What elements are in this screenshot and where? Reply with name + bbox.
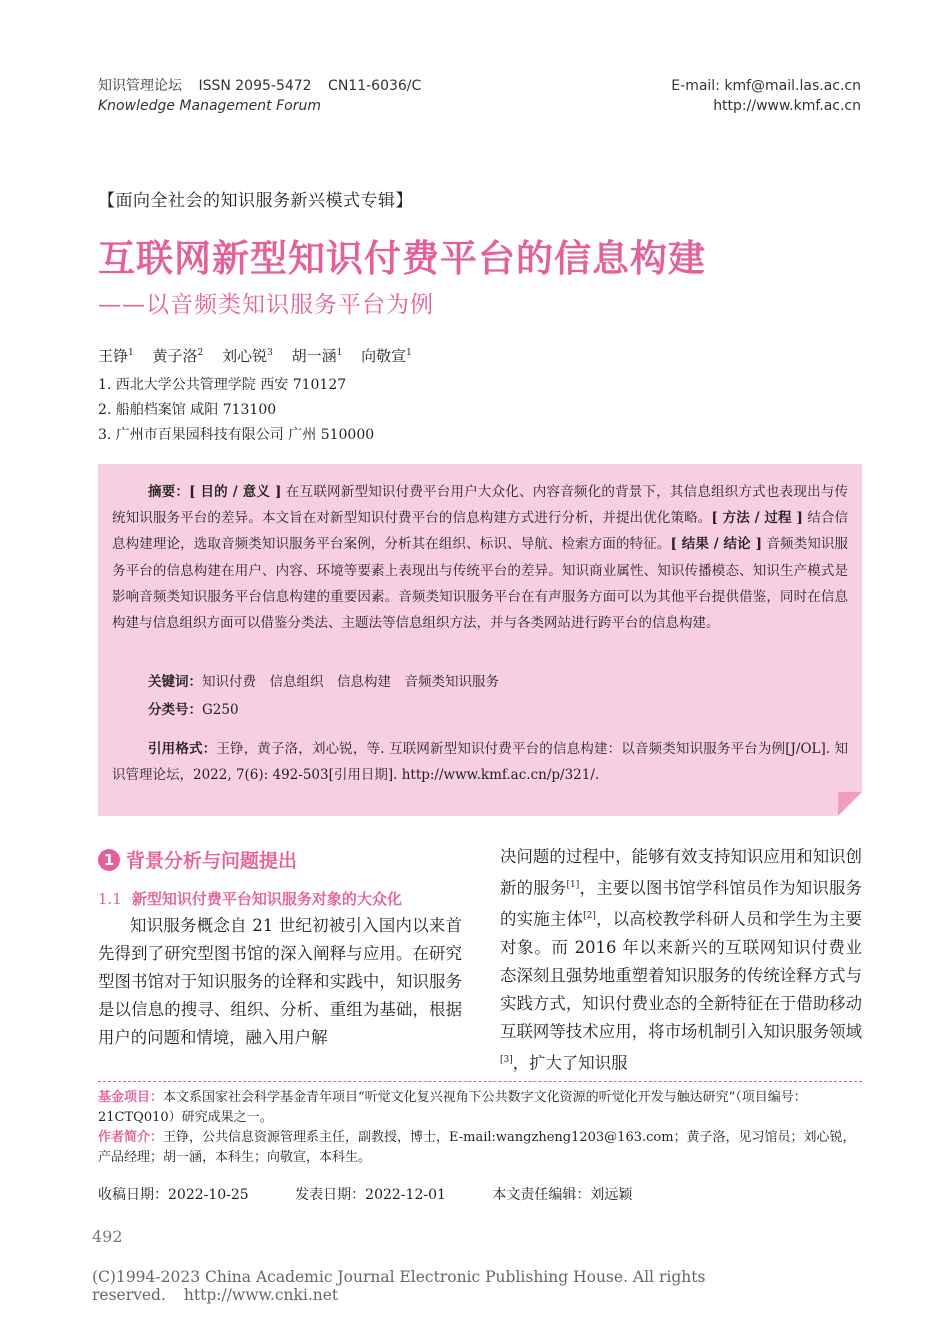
footnote-divider — [98, 1081, 862, 1082]
abstract-box — [98, 464, 862, 816]
cnki-link[interactable]: http://www.cnki.net — [183, 1286, 339, 1304]
section-number-badge: 1 — [98, 849, 120, 871]
issn: ISSN 2095-5472 — [198, 78, 312, 94]
affiliation: 2. 船舶档案馆 咸阳 713100 — [98, 402, 277, 418]
article-subtitle: ——以音频类知识服务平台为例 — [98, 292, 434, 318]
section-title: 背景分析与问题提出 — [126, 850, 298, 872]
page-number: 492 — [92, 1227, 123, 1246]
journal-email[interactable]: E-mail: kmf@mail.las.ac.cn — [671, 78, 861, 94]
reference-mark[interactable]: [1] — [566, 880, 580, 890]
affiliation: 1. 西北大学公共管理学院 西安 710127 — [98, 377, 347, 393]
fund-info: 基金项目：本文系国家社会科学基金青年项目“听觉文化复兴视角下公共数字文化资源的听觉化开发与触达研究”（项目编号：21CTQ010）研究成果之一。 — [98, 1090, 807, 1125]
cn-number: CN11-6036/C — [328, 78, 422, 94]
author: 向敬宣$^1$ — [361, 347, 412, 365]
body-column-left: 知识服务概念自 21 世纪初被引入国内以来首先得到了研究型图书馆的深入阐释与应用。在研究型图书馆对于知识服务的诠释和实践中，知识服务是以信息的搜寻、组织、分析、重组为基础，根据用户的问题和情境，融入用户解 — [98, 916, 462, 1047]
author-bio: 作者简介：王铮，公共信息资源管理系主任，副教授，博士，E-mail:wangzheng1203@163.com；黄子洛，见习馆员；刘心锐，产品经理；胡一涵，本科生；向敬宣，本科生。 — [98, 1130, 856, 1165]
subsection-title: 1.1 新型知识付费平台知识服务对象的大众化 — [98, 890, 402, 908]
journal-header-right — [671, 76, 861, 116]
journal-website[interactable]: http://www.kmf.ac.cn — [713, 98, 861, 114]
copyright-footer: (C)1994-2023 China Academic Journal Electronic Publishing House. All rights reserved. http://www.cnki.net — [92, 1268, 706, 1304]
affiliation: 3. 广州市百果园科技有限公司 广州 510000 — [98, 427, 375, 443]
author: 胡一涵$^1$ — [291, 347, 343, 365]
author: 刘心锐$^3$ — [222, 347, 273, 365]
abstract-text: 摘要：[ 目的 / 意义 ] 在互联网新型知识付费平台用户大众化、内容音频化的背景下，其信息组织方式也表现出与传统知识服务平台的差异。本文旨在对新型知识付费平台的信息构建方式进行分析，并提出优化策略。[ 方法 / 过程 ] 结合信息构建理论，选取音频类知识服务平台案例，分析其在组织、标识、导航、检索方面的特征。[ 结果 / 结论 ] 音频类知识服务平台的信息构建在用户、内容、环境等要素上表现出与传统平台的差异。知识商业属性、知识传播模态、知识生产模式是影响音频类知识服务平台信息构建的重要因素。音频类知识服务平台在有声服务方面可以为其他平台提供借鉴，同时在信息构建与信息组织方面可以借鉴分类法、主题法等信息组织方法，并与各类网站进行跨平台的信息构建。 — [112, 484, 849, 632]
column-label: 【面向全社会的知识服务新兴模式专辑】 — [98, 191, 413, 211]
page-fold-corner — [838, 792, 862, 816]
published-date: 发表日期：2022-12-01 — [295, 1187, 446, 1203]
author-list — [98, 345, 426, 366]
keywords: 关键词：知识付费 信息组织 信息构建 音频类知识服务 — [148, 674, 499, 690]
journal-name-en: Knowledge Management Forum — [98, 98, 321, 114]
citation-format: 引用格式：王铮，黄子洛，刘心锐，等. 互联网新型知识付费平台的信息构建：以音频类知识服务平台为例[J/OL]. 知识管理论坛，2022, 7(6): 492-503[引用日期]. http://www.kmf.ac.cn/p/321/. — [112, 741, 848, 784]
journal-name-cn: 知识管理论坛 — [98, 78, 182, 94]
author: 黄子洛$^2$ — [152, 347, 204, 365]
reference-mark[interactable]: [2] — [583, 911, 596, 922]
date-line — [98, 1184, 674, 1204]
footnote-block — [98, 1088, 862, 1168]
article-title: 互联网新型知识付费平台的信息构建 — [98, 237, 706, 280]
received-date: 收稿日期：2022-10-25 — [98, 1187, 249, 1203]
reference-mark[interactable]: [3] — [500, 1054, 513, 1065]
journal-header-left — [98, 76, 421, 116]
class-number: 分类号：G250 — [148, 702, 239, 718]
editor: 本文责任编辑：刘远颖 — [492, 1187, 633, 1203]
body-column-right: 决问题的过程中，能够有效支持知识应用和知识创新的服务[1]，主要以图书馆学科馆员作为知识服务的实施主体[2]，以高校教学科研人员和学生为主要对象。而 2016 年以来新兴的互联网知识付费业态深刻且强势地重塑着知识服务的传统诠释方式与实践方式，知识付费业态的全新特征在于借助移动互联网等技术应用，将市场机制引入知识服务领域[3]，扩大了知识服 — [500, 847, 863, 1073]
author: 王铮$^1$ — [98, 347, 134, 365]
